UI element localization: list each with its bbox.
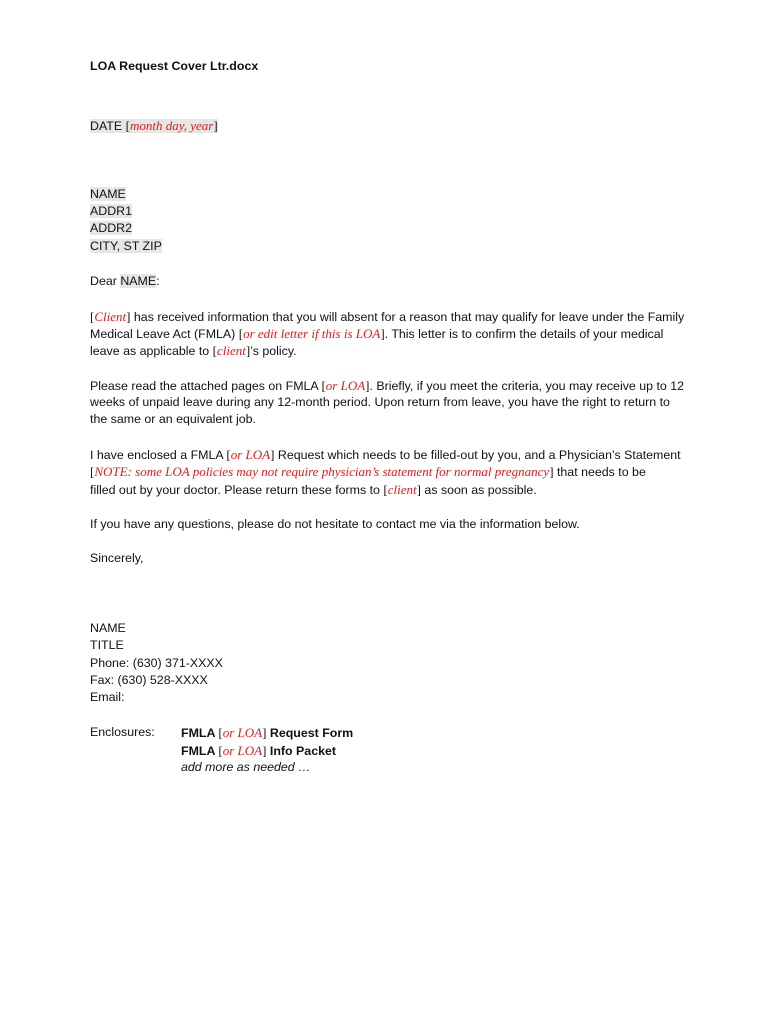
client-placeholder: Client [94,309,127,324]
salutation-name: NAME [120,274,157,288]
paragraph-1-line-3: leave as applicable to [client]’s policy. [90,343,297,358]
recipient-name: NAME [90,187,126,201]
paragraph-3-line-2: [NOTE: some LOA policies may not require physician’s statement for normal pregnancy] that needs to be [90,464,646,479]
enclosure-item-3: add more as needed … [181,760,311,774]
signature-phone: Phone: (630) 371-XXXX [90,656,223,670]
paragraph-1-line-2: Medical Leave Act (FMLA) [or edit letter if this is LOA]. This letter is to confirm the details of your medical [90,326,664,341]
loa-note: or LOA [230,447,271,462]
date-placeholder: month day, year [129,118,214,133]
client-placeholder: client [216,343,246,358]
document-title: LOA Request Cover Ltr.docx [90,59,259,73]
recipient-addr2: ADDR2 [90,221,132,235]
signature-name: NAME [90,621,126,635]
signature-email: Email: [90,690,125,704]
closing: Sincerely, [90,551,144,565]
date-field: DATE [month day, year] [90,118,218,133]
paragraph-2-line-3: the same or an equivalent job. [90,412,257,426]
recipient-city: CITY, ST ZIP [90,239,162,253]
date-label: DATE [90,119,123,133]
paragraph-2-line-2: weeks of unpaid leave during any 12-month period. Upon return from leave, you have the right to return to [90,395,670,409]
physician-note: NOTE: some LOA policies may not require physician’s statement for normal pregnancy [94,464,550,479]
enclosure-item-2: FMLA [or LOA] Info Packet [181,743,336,758]
loa-note: or LOA [222,743,263,758]
signature-fax: Fax: (630) 528-XXXX [90,673,208,687]
date-line [90,117,218,135]
loa-note: or LOA [325,378,366,393]
paragraph-3-line-3: filled out by your doctor. Please return these forms to [client] as soon as possible. [90,482,537,497]
signature-title: TITLE [90,638,124,652]
client-placeholder: client [387,482,417,497]
enclosure-item-1: FMLA [or LOA] Request Form [181,725,354,740]
paragraph-4: If you have any questions, please do not hesitate to contact me via the information below. [90,517,580,531]
paragraph-2-line-1: Please read the attached pages on FMLA [or LOA]. Briefly, if you meet the criteria, you may receive up to 12 [90,378,685,393]
enclosures-label: Enclosures: [90,725,155,739]
recipient-addr1: ADDR1 [90,204,132,218]
edit-note: or edit letter if this is LOA [243,326,381,341]
paragraph-1-line-1: [Client] has received information that you will absent for a reason that may qualify for leave under the Family [90,309,685,324]
salutation: Dear NAME: [90,274,160,288]
loa-note: or LOA [222,725,263,740]
paragraph-3-line-1: I have enclosed a FMLA [or LOA] Request which needs to be filled-out by you, and a Physician’s Statement [90,447,681,462]
